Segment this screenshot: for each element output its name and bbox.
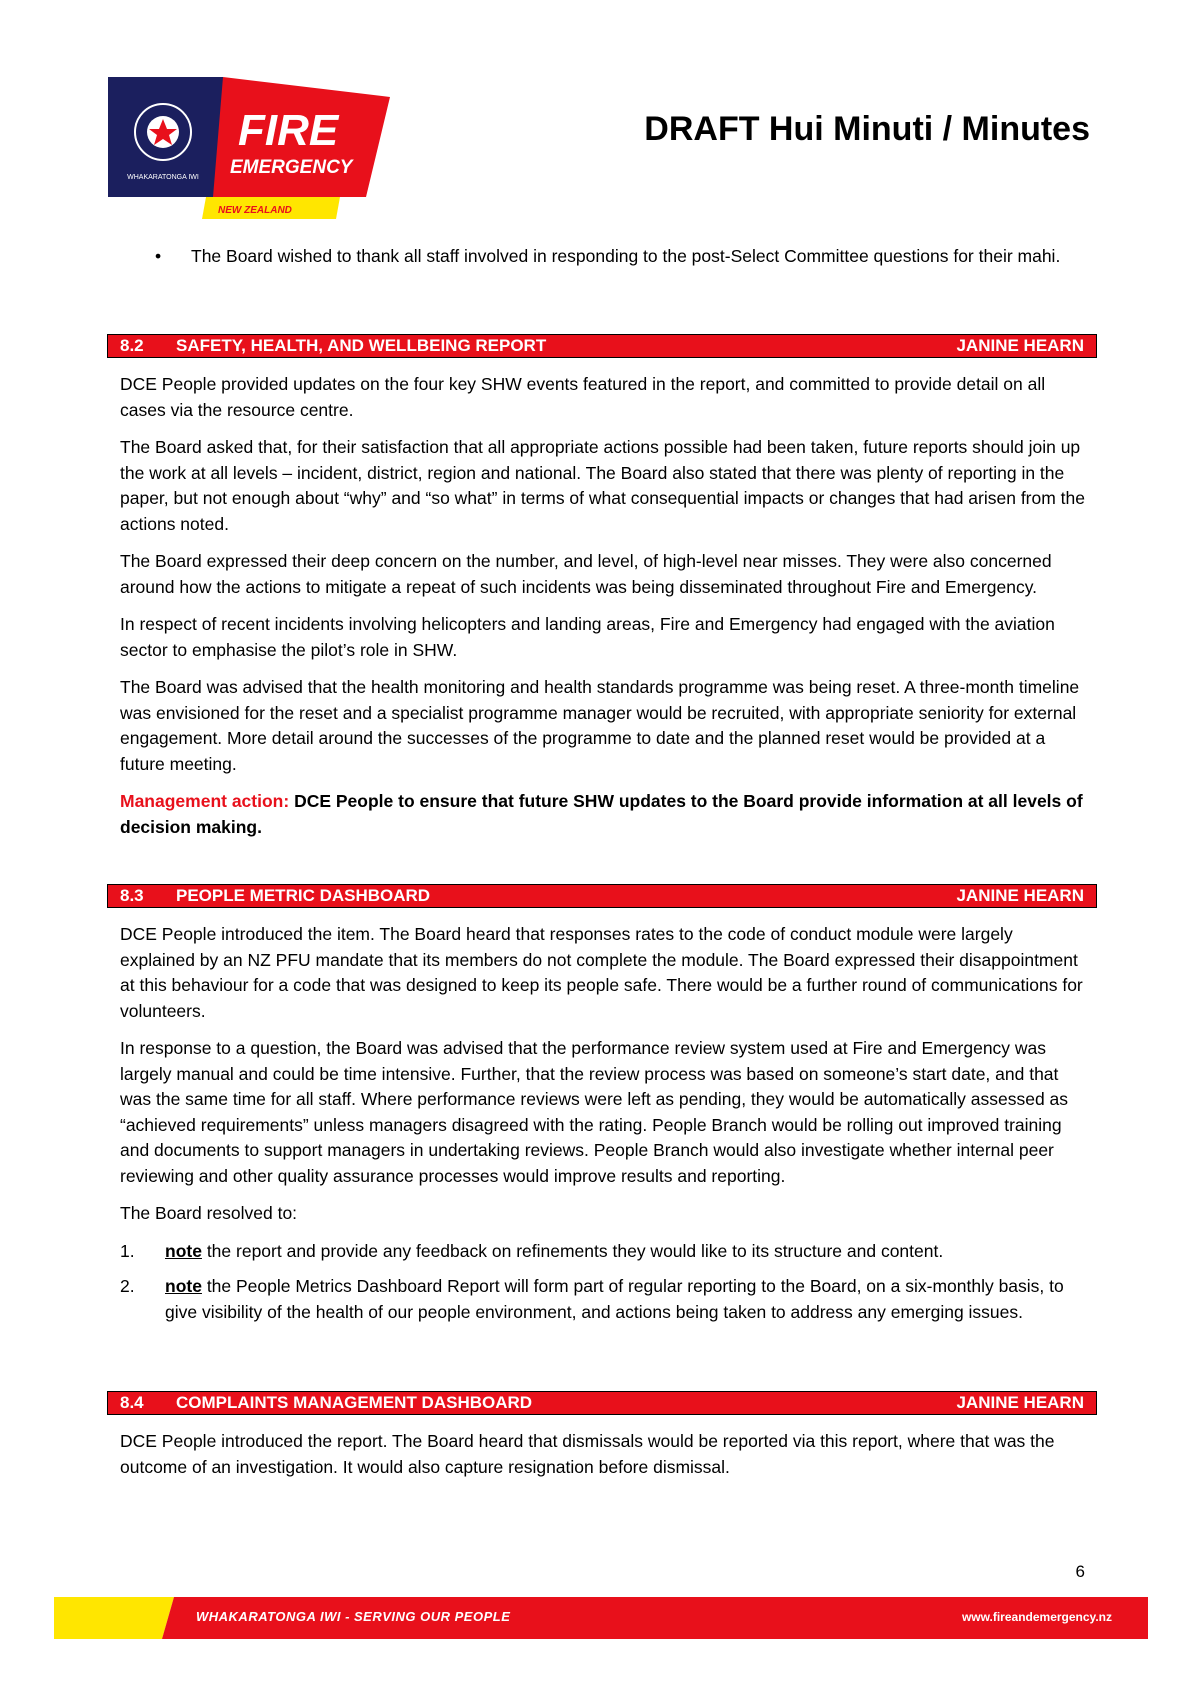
management-action <box>120 789 1086 840</box>
resolution-text: the People Metrics Dashboard Report will form part of regular reporting to the Board, on a six-monthly basis, to give visibility of the health of our people environment, and actions being taken to address any emerging issues. <box>165 1276 1064 1322</box>
resolution-number: 2. <box>120 1276 135 1296</box>
paragraph: The Board asked that, for their satisfaction that all appropriate actions possible had been taken, future reports should join up the work at all levels – incident, district, region and national. The Board also stated that there was plenty of reporting in the paper, but not enough about “why” and “so what” in terms of what consequential impacts or changes that had arisen from the actions noted. <box>120 437 1086 534</box>
management-action-label: Management action: <box>120 791 290 811</box>
page-number: 6 <box>1075 1562 1085 1581</box>
section-presenter: JANINE HEARN <box>956 1393 1084 1412</box>
footer-tagline: WHAKARATONGA IWI - SERVING OUR PEOPLE <box>196 1609 511 1624</box>
section-number: 8.3 <box>120 886 144 905</box>
logo-country-text: NEW ZEALAND <box>218 205 292 216</box>
section-header-8-4 <box>107 1391 1097 1415</box>
resolution-item <box>120 1274 1086 1325</box>
paragraph: The Board resolved to: <box>120 1203 298 1223</box>
section-number: 8.4 <box>120 1393 144 1412</box>
paragraph: The Board was advised that the health monitoring and health standards programme was being reset. A three-month timeline was envisioned for the reset and a specialist programme manager would be recruited, with appropriate seniority for external engagement. More detail around the successes of the programme to date and the planned reset would be provided at a future meeting. <box>120 677 1080 774</box>
section-number: 8.2 <box>120 336 144 355</box>
section-title: SAFETY, HEALTH, AND WELLBEING REPORT <box>176 336 547 355</box>
footer-website-link[interactable]: www.fireandemergency.nz <box>961 1610 1112 1624</box>
fire-emergency-logo <box>108 77 390 219</box>
resolution-text: the report and provide any feedback on refinements they would like to its structure and content. <box>201 1240 944 1261</box>
section-header-8-3 <box>107 884 1097 908</box>
resolution-number: 1. <box>120 1240 135 1261</box>
section-presenter: JANINE HEARN <box>956 886 1084 905</box>
section-body-8-3 <box>120 922 1086 1335</box>
logo-emergency-text: EMERGENCY <box>230 157 353 178</box>
resolution-keyword: note <box>165 1240 202 1261</box>
logo-fire-text: FIRE <box>238 106 339 155</box>
section-presenter: JANINE HEARN <box>956 336 1084 355</box>
paragraph: The Board expressed their deep concern on the number, and level, of high-level near misses. They were also concerned around how the actions to mitigate a repeat of such incidents was being disseminated throughout Fire and Emergency. <box>120 551 1052 597</box>
management-action-text: DCE People to ensure that future SHW updates to the Board provide information at all levels of decision making. <box>120 791 1083 837</box>
logo-maori-text: WHAKARATONGA IWI <box>127 174 199 181</box>
resolution-item <box>120 1239 1086 1265</box>
paragraph: In response to a question, the Board was advised that the performance review system used at Fire and Emergency was largely manual and could be time intensive. Further, that the review process was based on someone’s start date, and that was the same time for all staff. Where performance reviews were left as pending, they would be automatically assessed as “achieved requirements” unless managers disagreed with the rating. People Branch would be rolling out improved training and documents to support managers in undertaking reviews. People Branch would also investigate whether internal peer reviewing and other quality assurance processes would improve results and reporting. <box>120 1038 1069 1186</box>
paragraph: DCE People introduced the item. The Board heard that responses rates to the code of conduct module were largely explained by an NZ PFU mandate that its members do not complete the module. The Board expressed their disappointment at this behaviour for a code that was designed to keep its people safe. There would be a further round of communications for volunteers. <box>120 924 1083 1021</box>
bullet-text: The Board wished to thank all staff involved in responding to the post-Select Committee questions for their mahi. <box>191 246 1061 266</box>
section-title: PEOPLE METRIC DASHBOARD <box>176 886 431 905</box>
paragraph: In respect of recent incidents involving helicopters and landing areas, Fire and Emergency had engaged with the aviation sector to emphasise the pilot’s role in SHW. <box>120 614 1055 660</box>
section-body-8-2 <box>120 372 1086 852</box>
paragraph: DCE People provided updates on the four key SHW events featured in the report, and committed to provide detail on all cases via the resource centre. <box>120 374 1046 420</box>
footer-bar <box>54 1597 1148 1639</box>
section-body-8-4 <box>120 1429 1086 1492</box>
bullet-dot-icon: • <box>155 246 162 266</box>
section-title: COMPLAINTS MANAGEMENT DASHBOARD <box>176 1393 533 1412</box>
section-header-8-2 <box>107 334 1097 358</box>
document-title: DRAFT Hui Minuti / Minutes <box>644 110 1090 148</box>
resolution-keyword: note <box>165 1276 202 1296</box>
paragraph: DCE People introduced the report. The Board heard that dismissals would be reported via this report, where that was the outcome of an investigation. It would also capture resignation before dismissal. <box>120 1431 1055 1477</box>
